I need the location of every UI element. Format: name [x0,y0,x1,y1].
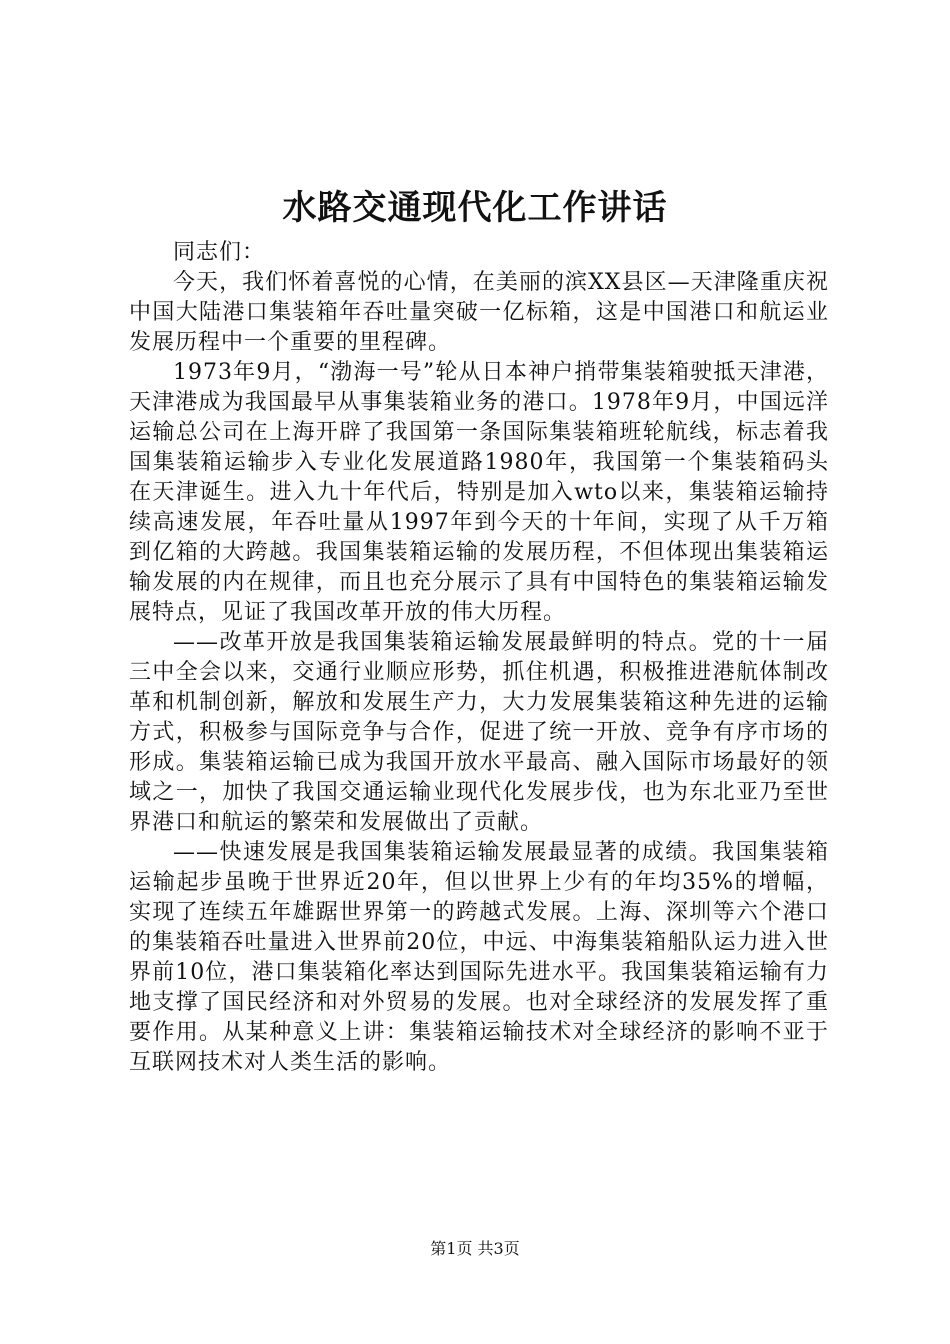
body-paragraph: 1973年9月，“渤海一号”轮从日本神户捎带集装箱驶抵天津港，天津港成为我国最早从事集装箱业务的港口。1978年9月，中国远洋运输总公司在上海开辟了我国第一条国际集装箱班轮航线，标志着我国集装箱运输步入专业化发展道路1980年，我国第一个集装箱码头在天津诞生。进入九十年代后，特别是加入wto以来，集装箱运输持续高速发展，年吞吐量从1997年到今天的十年间，实现了从千万箱到亿箱的大跨越。我国集装箱运输的发展历程，不但体现出集装箱运输发展的内在规律，而且也充分展示了具有中国特色的集装箱运输发展特点，见证了我国改革开放的伟大历程。 [129,360,829,625]
salutation-paragraph: 同志们： [173,240,266,265]
page-number-footer: 第1页 共3页 [430,1239,520,1258]
document-title: 水路交通现代化工作讲话 [282,188,668,228]
body-paragraph: ——快速发展是我国集装箱运输发展最显著的成绩。我国集装箱运输起步虽晚于世界近20年，但以世界上少有的年均35%的增幅，实现了连续五年雄踞世界第一的跨越式发展。上海、深圳等六个港口的集装箱吞吐量进入世界前20位，中远、中海集装箱船队运力进入世界前10位，港口集装箱化率达到国际先进水平。我国集装箱运输有力地支撑了国民经济和对外贸易的发展。也对全球经济的发展发挥了重要作用。从某种意义上讲：集装箱运输技术对全球经济的影响不亚于互联网技术对人类生活的影响。 [129,840,829,1075]
document-body [129,238,829,1078]
body-paragraph: 今天，我们怀着喜悦的心情，在美丽的滨XX县区—天津隆重庆祝中国大陆港口集装箱年吞吐量突破一亿标箱，这是中国港口和航运业发展历程中一个重要的里程碑。 [129,270,829,355]
body-paragraph: ——改革开放是我国集装箱运输发展最鲜明的特点。党的十一届三中全会以来，交通行业顺应形势，抓住机遇，积极推进港航体制改革和机制创新，解放和发展生产力，大力发展集装箱这种先进的运输方式，积极参与国际竞争与合作，促进了统一开放、竞争有序市场的形成。集装箱运输已成为我国开放水平最高、融入国际市场最好的领域之一，加快了我国交通运输业现代化发展步伐，也为东北亚乃至世界港口和航运的繁荣和发展做出了贡献。 [129,630,829,835]
